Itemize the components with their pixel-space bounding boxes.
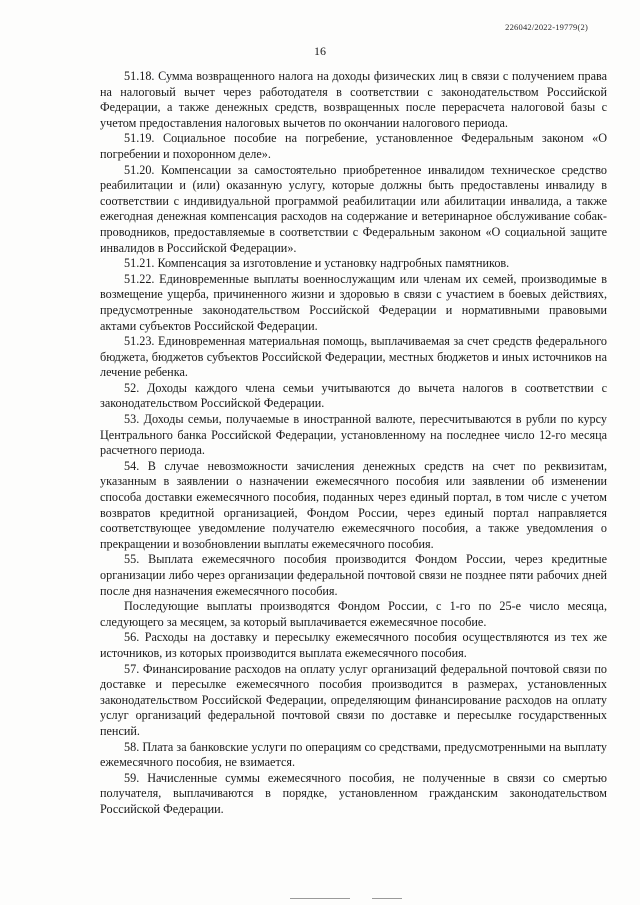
paragraph-51-22: 51.22. Единовременные выплаты военнослужащим или членам их семей, производимые в возмещение ущерба, причиненного жизни и здоровью в связи с участием в боевых действиях, предусмотренные законодательством Российской Федерации и нормативными правовыми актами субъектов Российской Федерации. <box>100 271 607 333</box>
paragraph-57: 57. Финансирование расходов на оплату услуг организаций федеральной почтовой связи по доставке и пересылке ежемесячного пособия производится в размерах, установленных законодательством Российской Федерации, определяющим финансирование расходов на оплату услуг организаций федеральной почтовой связи по доставке и пересылке государственных пенсий. <box>100 661 607 738</box>
paragraph-54: 54. В случае невозможности зачисления денежных средств на счет по реквизитам, указанным в заявлении о назначении ежемесячного пособия или заявлении об изменении способа доставки ежемесячного пособия, поданных через единый портал, в том числе с учетом возвратов кредитной организацией, Фондом России, через единый портал направляется соответствующее уведомление получателю ежемесячного пособия, а также уведомления о прекращении и возобновлении выплаты ежемесячного пособия. <box>100 458 607 551</box>
scan-artifact-line <box>290 898 350 899</box>
paragraph-51-21: 51.21. Компенсация за изготовление и установку надгробных памятников. <box>124 256 510 271</box>
paragraph-51-20: 51.20. Компенсации за самостоятельно приобретенное инвалидом техническое средство реабилитации и (или) оказанную услугу, которые должны быть предоставлены инвалиду в соответствии с индивидуальной программой реабилитации или абилитации инвалида, а также ежегодная денежная компенсация расходов на содержание и ветеринарное обслуживание собак-проводников, предоставляемые в соответствии с Федеральным законом «О социальной защите инвалидов в Российской Федерации». <box>100 162 607 255</box>
paragraph-51-23: 51.23. Единовременная материальная помощь, выплачиваемая за счет средств федерального бюджета, бюджетов субъектов Российской Федерации, местных бюджетов и иных источников на лечение ребенка. <box>100 334 607 380</box>
page-number: 16 <box>314 44 326 58</box>
paragraph-51-19: 51.19. Социальное пособие на погребение, установленное Федеральным законом «О погребении и похоронном деле». <box>100 131 607 161</box>
paragraph-53: 53. Доходы семьи, получаемые в иностранной валюте, пересчитываются в рубли по курсу Центрального банка Российской Федерации, установленному на последнее число 12-го месяца расчетного периода. <box>100 412 607 458</box>
scan-artifact-line <box>372 898 402 899</box>
paragraph-51-18: 51.18. Сумма возвращенного налога на доходы физических лиц в связи с получением права на налоговый вычет через работодателя в соответствии с законодательством Российской Федерации, а также денежных средств, возвращенных после перерасчета налоговой базы с учетом предоставления налоговых вычетов по окончании налогового периода. <box>100 69 607 130</box>
paragraph-52: 52. Доходы каждого члена семьи учитываются до вычета налогов в соответствии с законодательством Российской Федерации. <box>100 380 607 411</box>
document-id: 226042/2022-19779(2) <box>505 22 588 32</box>
paragraph-56: 56. Расходы на доставку и пересылку ежемесячного пособия осуществляются из тех же источников, из которых производится выплата ежемесячного пособия. <box>100 630 607 660</box>
paragraph-55-continued: Последующие выплаты производятся Фондом России, с 1-го по 25-е число месяца, следующего за месяцем, за который выплачивается ежемесячное пособие. <box>100 599 607 629</box>
paragraph-58: 58. Плата за банковские услуги по операциям со средствами, предусмотренными на выплату ежемесячного пособия, не взимается. <box>100 739 607 770</box>
paragraph-59: 59. Начисленные суммы ежемесячного пособия, не полученные в связи со смертью получателя, выплачиваются в порядке, установленном гражданским законодательством Российской Федерации. <box>100 770 607 816</box>
document-body <box>100 69 607 818</box>
paragraph-55: 55. Выплата ежемесячного пособия производится Фондом России, через кредитные организации либо через организации федеральной почтовой связи не позднее пяти рабочих дней после дня назначения ежемесячного пособия. <box>100 552 607 598</box>
